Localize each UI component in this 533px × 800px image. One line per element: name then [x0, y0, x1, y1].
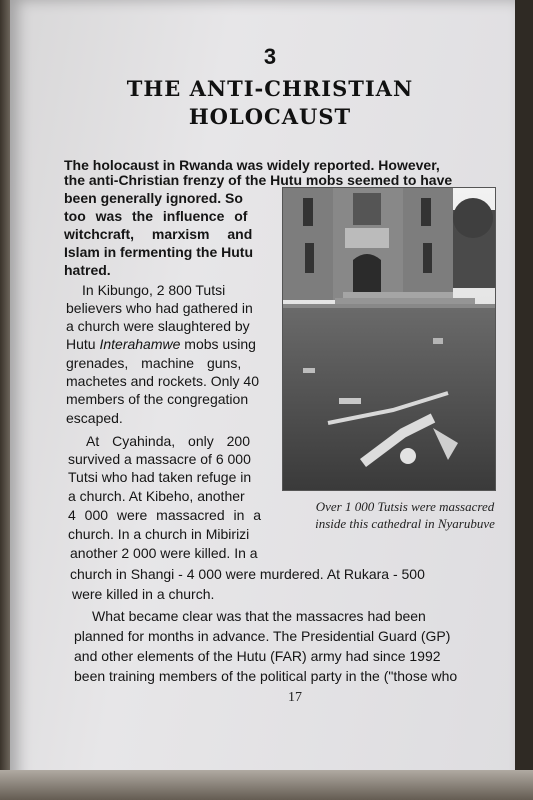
- body-line: and other elements of the Hutu (FAR) army had since 1992: [74, 648, 441, 664]
- cathedral-photo: [282, 187, 496, 491]
- page-number: 17: [288, 690, 302, 705]
- body-line: members of the congregation: [66, 391, 249, 407]
- body-line: What became clear was that the massacres had been: [92, 608, 426, 624]
- body-line: church. In a church in Mibirizi: [68, 526, 250, 542]
- body-line: been training members of the political party in the ("those who: [74, 668, 458, 684]
- body-line: planned for months in advance. The Presidential Guard (GP): [74, 628, 451, 644]
- body-line: grenades, machine guns,: [66, 355, 242, 371]
- body-line: were killed in a church.: [72, 586, 215, 602]
- intro-line: been generally ignored. So: [64, 190, 243, 206]
- intro-line: witchcraft, marxism and: [64, 226, 253, 242]
- photo-caption: [300, 498, 510, 532]
- intro-line: hatred.: [64, 262, 111, 278]
- body-line: survived a massacre of 6 000: [68, 451, 251, 467]
- body-line: a church. At Kibeho, another: [68, 488, 245, 504]
- intro-line: Islam in fermenting the Hutu: [64, 244, 254, 260]
- chapter-number: 3: [263, 44, 277, 69]
- chapter-title-line-2: HOLOCAUST: [188, 104, 352, 129]
- body-line: escaped.: [66, 410, 123, 426]
- body-line: another 2 000 were killed. In a: [70, 545, 258, 561]
- body-line: Hutu Interahamwe mobs using: [66, 336, 256, 352]
- intro-line: too was the influence of: [64, 208, 248, 224]
- page-bottom-edge: [0, 770, 533, 800]
- body-line: In Kibungo, 2 800 Tutsi: [82, 282, 226, 298]
- body-line: a church were slaughtered by: [66, 318, 250, 334]
- body-line: church in Shangi - 4 000 were murdered. At Rukara - 500: [70, 566, 425, 582]
- caption-line: Over 1 000 Tutsis were massacred: [315, 499, 495, 514]
- intro-line: The holocaust in Rwanda was widely reported. However,: [64, 157, 440, 173]
- body-line: Tutsi who had taken refuge in: [68, 469, 252, 485]
- chapter-title-line-1: THE ANTI-CHRISTIAN: [126, 76, 414, 101]
- caption-line: inside this cathedral in Nyarubuve: [315, 516, 495, 531]
- body-line: At Cyahinda, only 200: [86, 433, 250, 449]
- intro-line: the anti-Christian frenzy of the Hutu mobs seemed to have: [64, 172, 453, 188]
- italic-term: Interahamwe: [99, 336, 181, 352]
- body-line: believers who had gathered in: [66, 300, 253, 316]
- body-line: 4 000 were massacred in a: [68, 507, 262, 523]
- body-line: machetes and rockets. Only 40: [66, 373, 259, 389]
